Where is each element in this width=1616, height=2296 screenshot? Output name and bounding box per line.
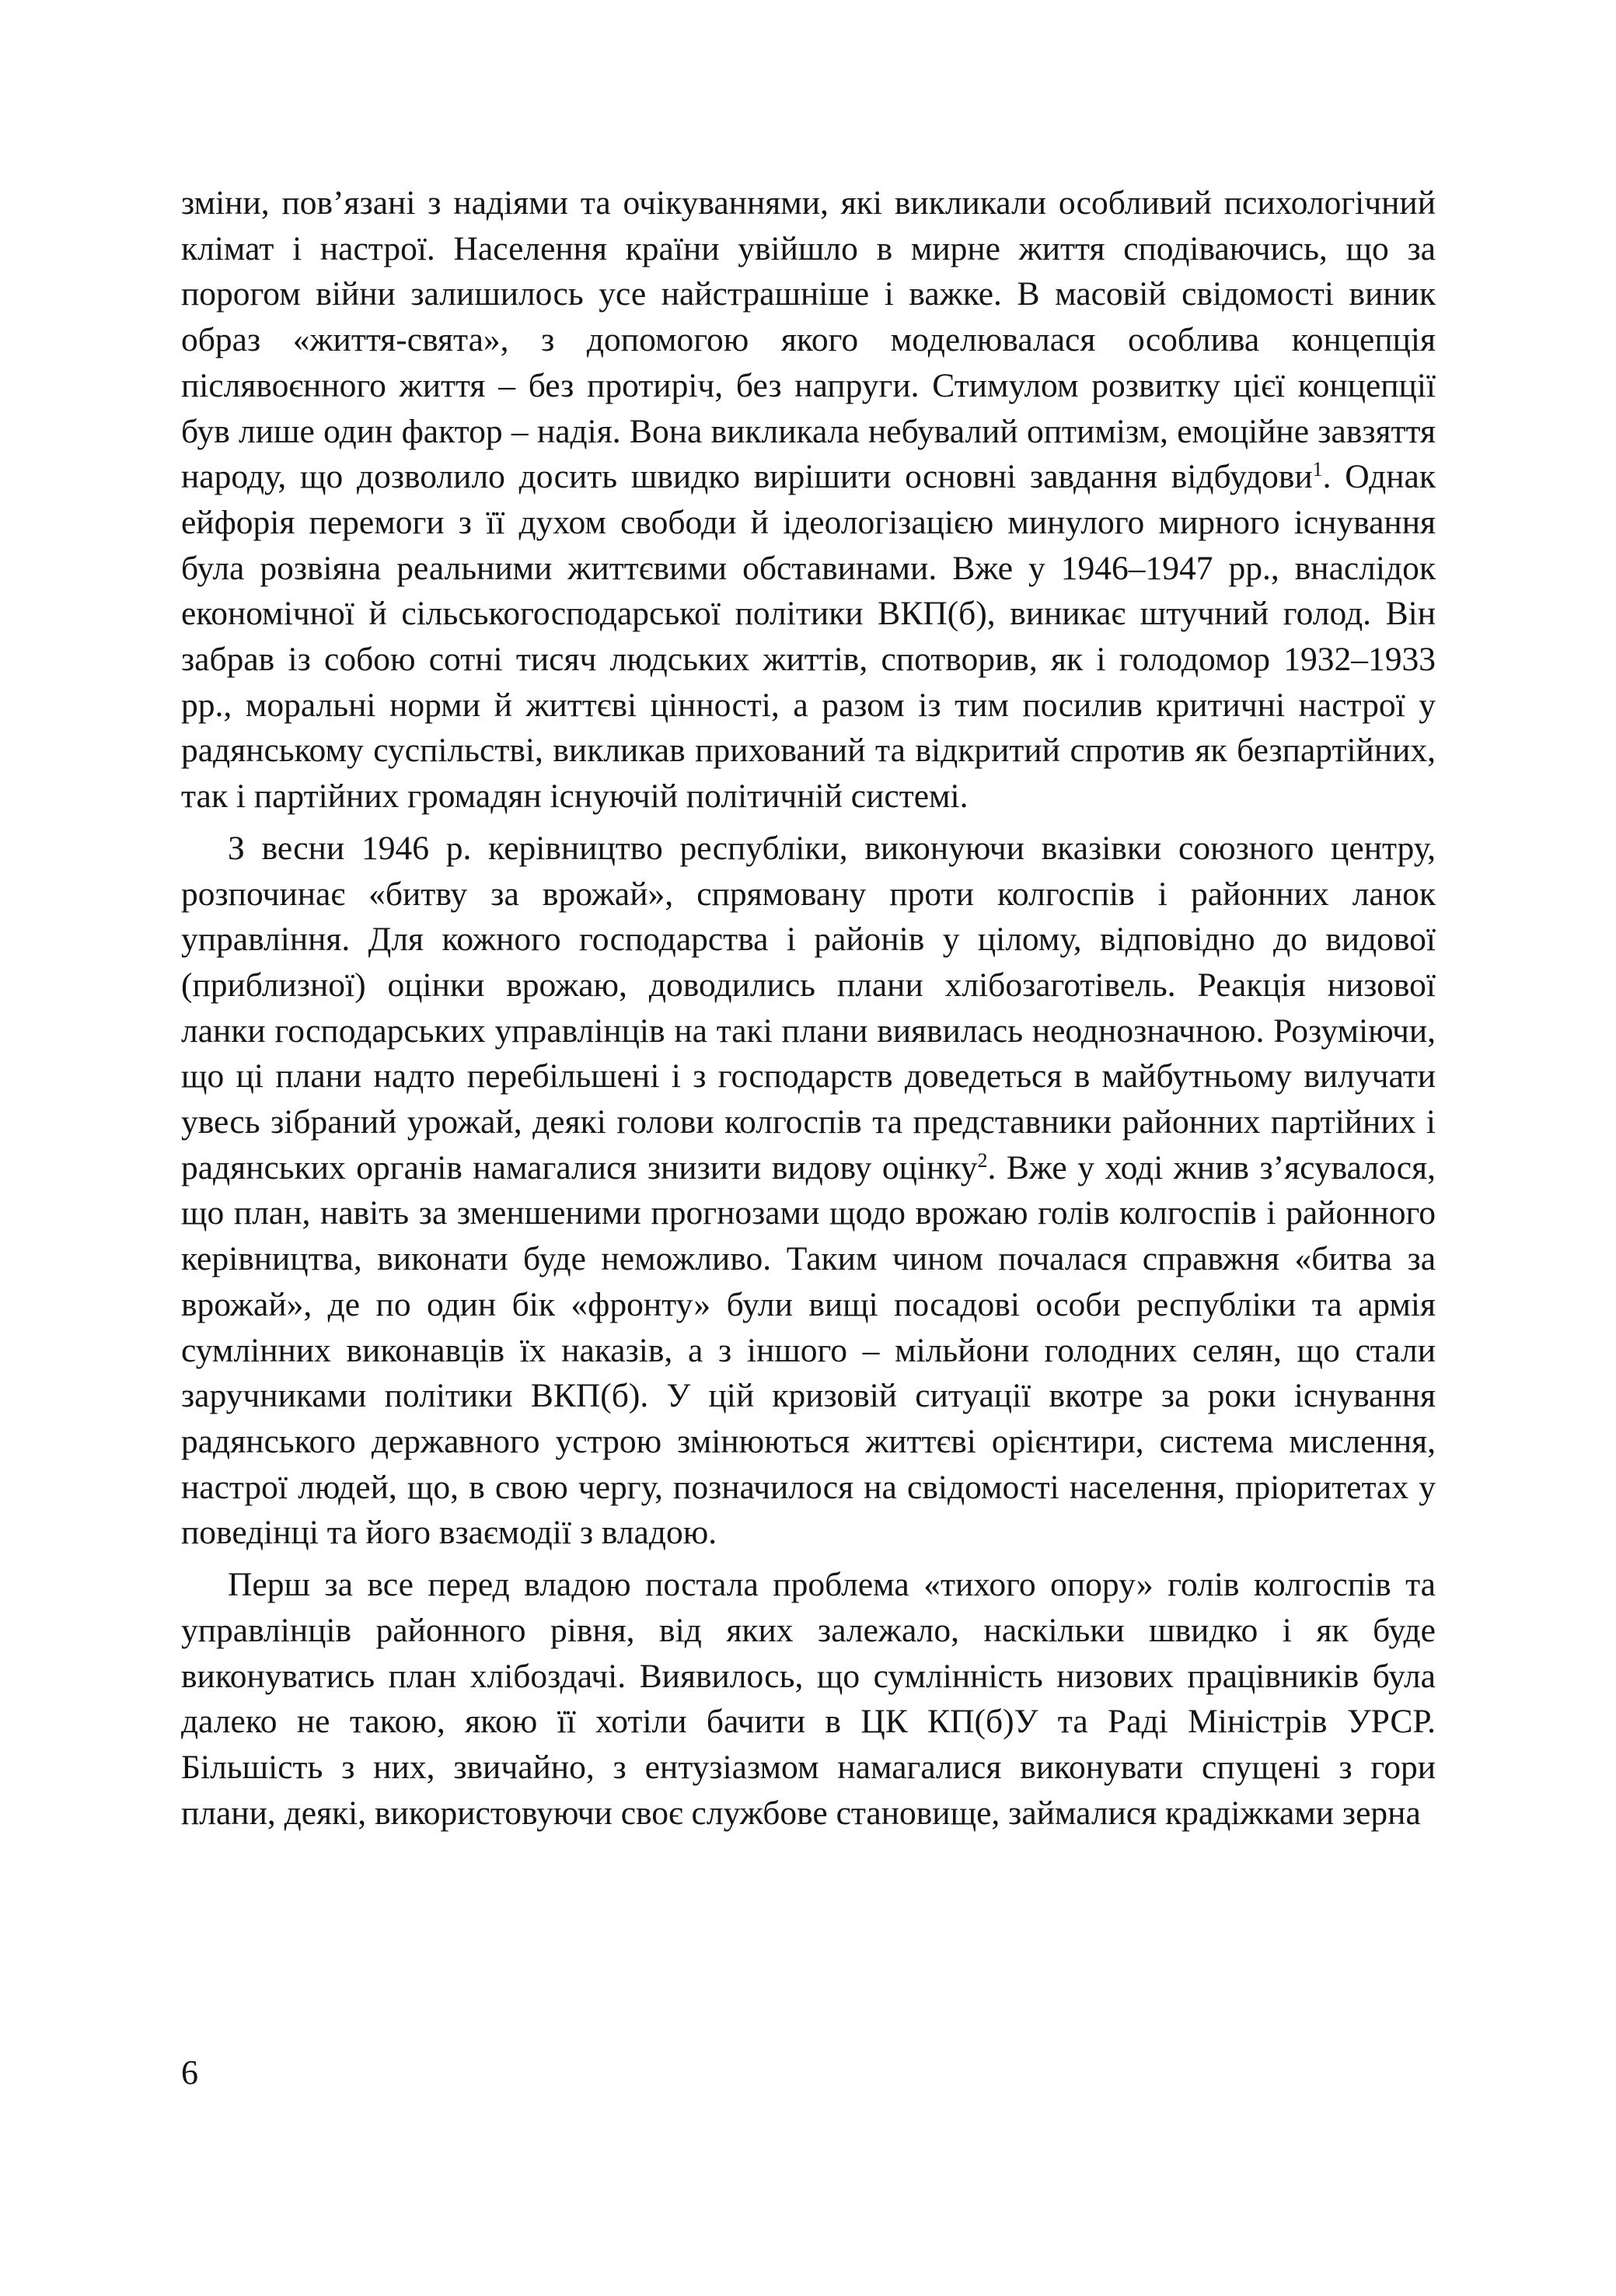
page-number: 6 xyxy=(181,2053,198,2092)
paragraph-2 xyxy=(181,826,1436,1556)
paragraph-3-text: Перш за все перед владою постала проблема «тихого опору» голів колгоспів та управлінців районного рівня, від яких залежало, наскільки швидко і як буде виконуватись план хлібоздачі. Виявилось, що сумлінність низових працівників була далеко не такою, якою її хотіли бачити в ЦК КП(б)У та Раді Міністрів УРСР. Більшість з них, звичайно, з ентузіазмом намагалися виконувати спущені з гори плани, деякі, використовуючи своє службове становище, займалися крадіжками зерна xyxy=(181,1566,1436,1832)
paragraph-2-text-b: . Вже у ході жнив з’ясувалося, що план, навіть за зменшеними прогнозами щодо врожаю голів колгоспів і районного керівництва, виконати буде неможливо. Таким чином почалася справжня «битва за врожай», де по один бік «фронту» були вищі посадові особи республіки та армія сумлінних виконавців їх наказів, а з іншого – мільйони голодних селян, що стали заручниками політики ВКП(б). У цій кризовій ситуації вкотре за роки існування радянського державного устрою змінюються життєві орієнтири, система мислення, настрої людей, що, в свою чергу, позначилося на свідомості населення, пріоритетах у поведінці та його взаємодії з владою. xyxy=(181,1148,1436,1552)
paragraph-2-text-a: З весни 1946 р. керівництво республіки, виконуючи вказівки союзного центру, розпочинає «битву за врожай», спрямовану проти колгоспів і районних ланок управління. Для кожного господарства і районів у цілому, відповідно до видової (приблизної) оцінки врожаю, доводились плани хлібозаготівель. Реакція низової ланки господарських управлінців на такі плани виявилась неоднозначною. Розуміючи, що ці плани надто перебільшені і з господарств доведеться в майбутньому вилучати увесь зібраний урожай, деякі голови колгоспів та представники районних партійних і радянських органів намагалися знизити видову оцінку xyxy=(181,829,1436,1186)
paragraph-1-text-b: . Однак ейфорія перемоги з її духом свободи й ідеологізацією минулого мирного існування була розвіяна реальними життєвими обставинами. Вже у 1946–1947 рр., внаслідок економічної й сільськогосподарської політики ВКП(б), виникає штучний голод. Він забрав із собою сотні тисяч людських життів, спотворив, як і голодомор 1932–1933 рр., моральні норми й життєві цінності, а разом із тим посилив критичні настрої у радянському суспільстві, викликав прихований та відкритий спротив як безпартійних, так і партійних громадян існуючій політичній системі. xyxy=(181,458,1436,816)
footnote-marker-2: 2 xyxy=(977,1148,988,1172)
paragraph-3 xyxy=(181,1562,1436,1836)
paragraph-1 xyxy=(181,180,1436,820)
paragraph-1-text-a: зміни, пов’язані з надіями та очікуваннями, які викликали особливий психологічний клімат і настрої. Населення країни увійшло в мирне життя сподіваючись, що за порогом війни залишилось усе найстрашніше і важке. В масовій свідомості виник образ «життя-свята», з допомогою якого моделювалася особлива концепція післявоєнного життя – без протиріч, без напруги. Стимулом розвитку цієї концепції був лише один фактор – надія. Вона викликала небувалий оптимізм, емоційне завзяття народу, що дозволило досить швидко вирішити основні завдання відбудови xyxy=(181,184,1436,496)
footnote-marker-1: 1 xyxy=(1312,458,1323,481)
page-body xyxy=(181,180,1436,1836)
